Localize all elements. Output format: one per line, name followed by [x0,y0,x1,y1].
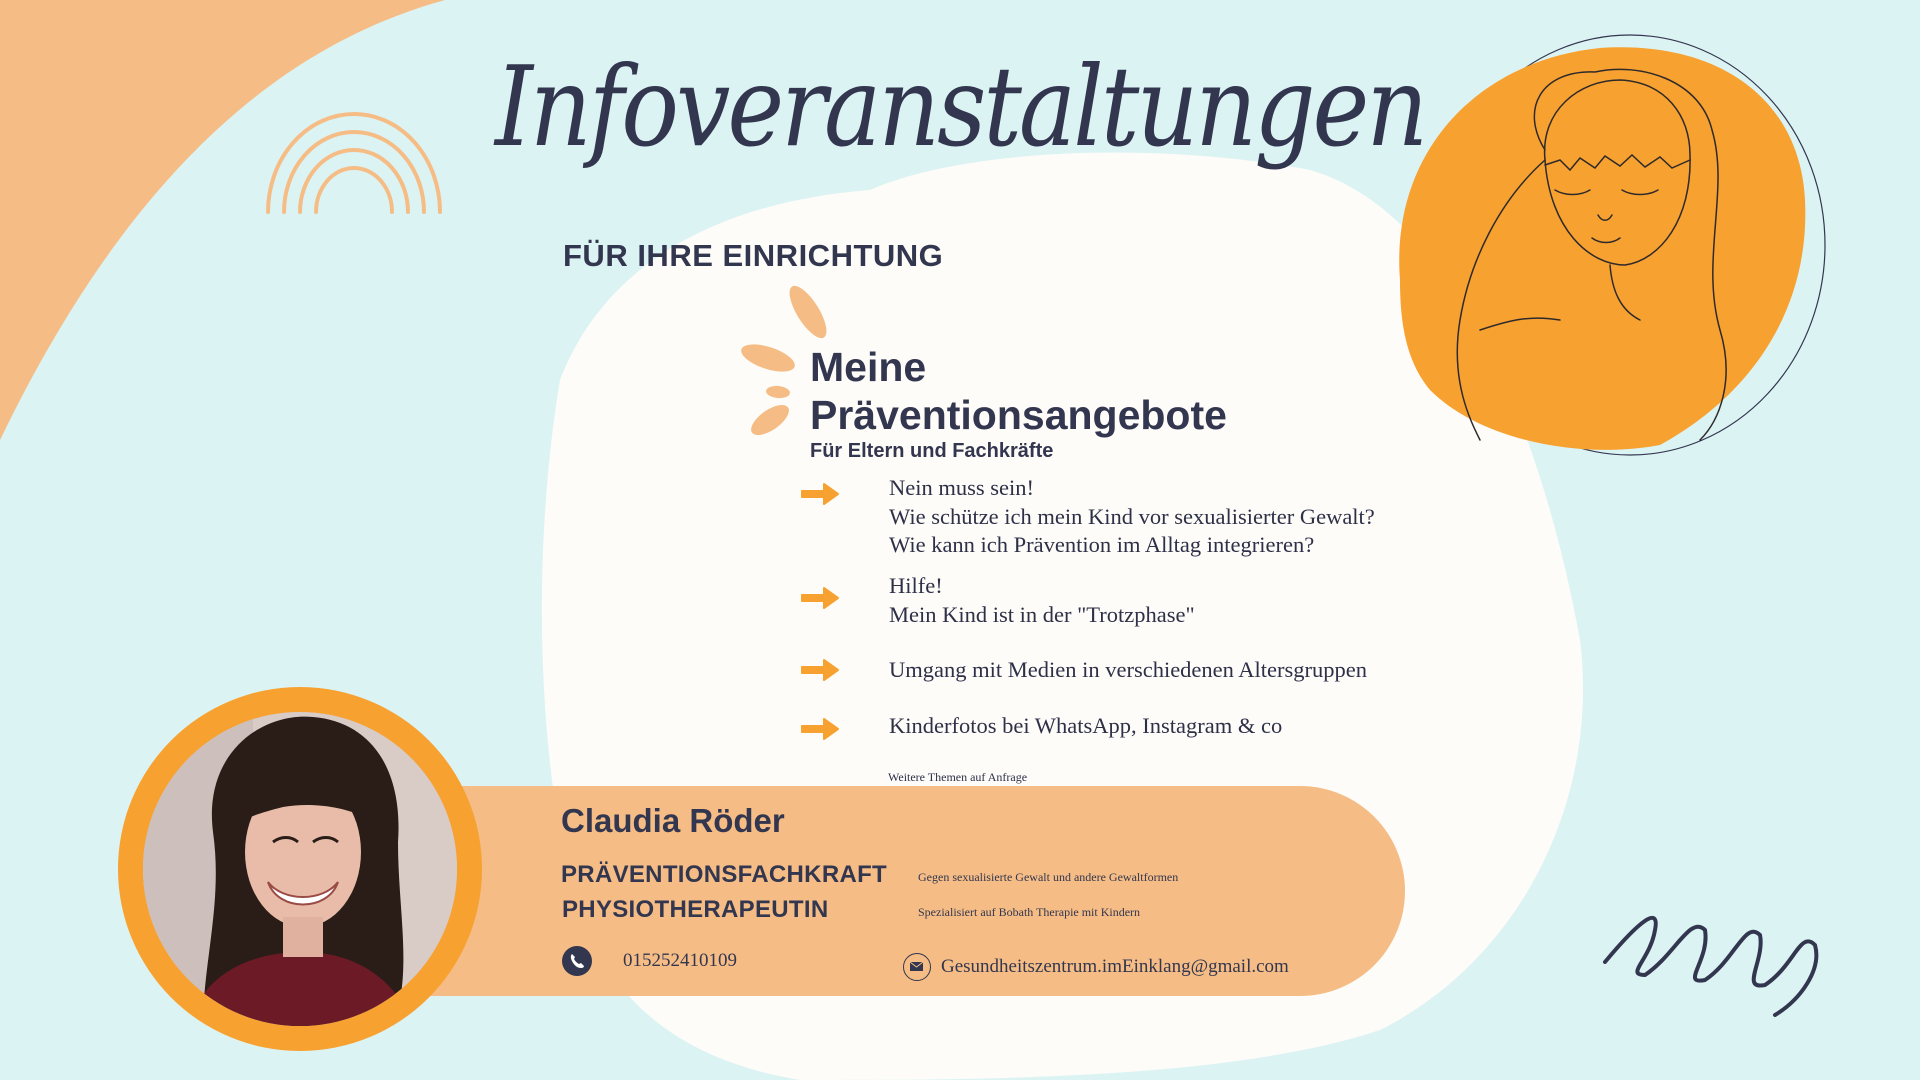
offer-line: Kinderfotos bei WhatsApp, Instagram & co [889,713,1283,738]
offer-line: Wie kann ich Prävention im Alltag integrieren? [889,532,1315,557]
role-title: PRÄVENTIONSFACHKRAFT [561,861,888,888]
arrow-right-icon [800,717,840,741]
page-title: Infoveranstaltungen [495,42,1426,172]
offers-heading-line2: Präventionsangebote [810,392,1227,438]
offers-subheading: Für Eltern und Fachkräfte [810,440,1054,462]
offer-line: Mein Kind ist in der "Trotzphase" [889,601,1195,627]
role-description: Gegen sexualisierte Gewalt und andere Gewaltformen [918,870,1179,884]
offers-heading [810,343,1227,439]
offer-line: Umgang mit Medien in verschiedenen Altersgruppen [889,657,1368,682]
arrow-right-icon [800,586,840,610]
arrow-right-icon [800,482,840,506]
squiggle-icon [1605,918,1816,1015]
woman-illustration [1399,35,1825,455]
offer-line: Hilfe! [889,573,943,598]
contact-name: Claudia Röder [561,802,785,839]
role-title: PHYSIOTHERAPEUTIN [562,896,829,923]
arrow-right-icon [800,658,840,682]
offers-heading-line1: Meine [810,344,927,390]
phone-number[interactable]: 015252410109 [623,950,737,971]
email-address[interactable]: Gesundheitszentrum.imEinklang@gmail.com [941,956,1289,977]
role-description: Spezialisiert auf Bobath Therapie mit Kindern [918,905,1141,919]
rainbow-icon [268,114,440,212]
portrait-photo [143,712,457,1026]
email-icon [903,953,931,981]
peach-corner-shape [0,0,445,440]
offer-line: Nein muss sein! [889,475,1034,500]
offer-line: Wie schütze ich mein Kind vor sexualisierter Gewalt? [889,503,1375,529]
phone-icon [562,946,592,976]
more-topics-note: Weitere Themen auf Anfrage [888,770,1028,784]
page-subtitle: FÜR IHRE EINRICHTUNG [563,238,944,273]
